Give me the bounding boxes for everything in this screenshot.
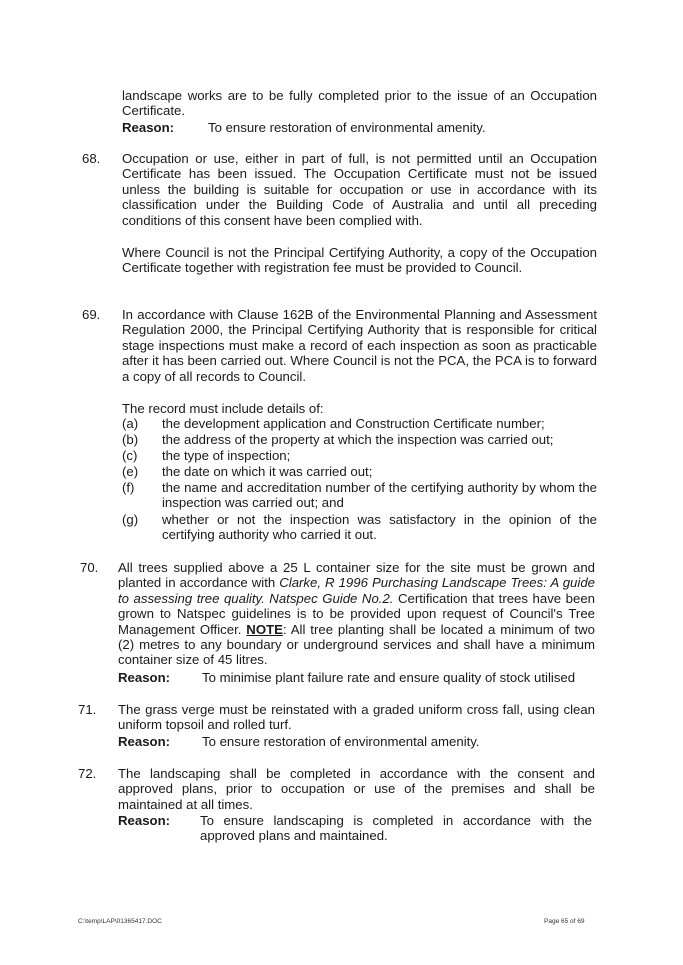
list-item-text: the development application and Construction Certificate number;	[162, 416, 545, 431]
reason-text: To ensure restoration of environmental amenity.	[208, 120, 486, 135]
reason-text: To ensure restoration of environmental amenity.	[202, 734, 480, 749]
reason-label: Reason:	[118, 670, 171, 685]
list-item	[122, 464, 597, 480]
list-item-label: (f)	[122, 480, 135, 495]
intro-paragraph: landscape works are to be fully completed prior to the issue of an Occupation Certificate.	[122, 88, 597, 119]
condition-number-69: 69.	[82, 307, 101, 322]
condition-number-70: 70.	[80, 560, 99, 575]
condition-71-paragraph: The grass verge must be reinstated with a graded uniform cross fall, using clean uniform topsoil and rolled turf.	[118, 702, 595, 733]
footer-file-path: C:\temp\LAP\01365417.DOC	[78, 918, 162, 925]
intro-reason	[122, 120, 486, 135]
list-item-text: the address of the property at which the inspection was carried out;	[162, 432, 554, 447]
note-label: NOTE	[246, 621, 283, 637]
condition-number-68: 68.	[82, 151, 101, 166]
list-item-text: the name and accreditation number of the certifying authority by whom the inspection was carried out; and	[162, 480, 597, 511]
condition-68-paragraph-1: Occupation or use, either in part of full, is not permitted until an Occupation Certificate has been issued. The Occupation Certificate must not be issued unless the building is suitable for occupation or use in accordance with its classification under the Building Code of Australia and until all preceding conditions of this consent have been complied with.	[122, 151, 597, 228]
reason-label: Reason:	[122, 120, 175, 135]
list-item	[122, 432, 597, 448]
reason-text: To minimise plant failure rate and ensure quality of stock utilised	[202, 670, 576, 685]
reason-text: To ensure landscaping is completed in accordance with the approved plans and maintained.	[200, 813, 592, 844]
condition-68-paragraph-2: Where Council is not the Principal Certifying Authority, a copy of the Occupation Certificate together with registration fee must be provided to Council.	[122, 245, 597, 276]
condition-70-reason	[118, 670, 575, 685]
condition-71-reason	[118, 734, 480, 749]
list-item-text: the date on which it was carried out;	[162, 464, 373, 479]
condition-72-paragraph: The landscaping shall be completed in accordance with the consent and approved plans, prior to occupation or use of the premises and shall be maintained at all times.	[118, 766, 595, 812]
condition-69-paragraph-1: In accordance with Clause 162B of the Environmental Planning and Assessment Regulation 2000, the Principal Certifying Authority that is responsible for critical stage inspections must make a record of each inspection as soon as practicable after it has been carried out. Where Council is not the PCA, the PCA is to forward a copy of all records to Council.	[122, 307, 597, 384]
list-item-label: (g)	[122, 512, 139, 527]
tree-supply-text: All trees supplied above a 25 L container size for the site must be grown and planted in accordance with	[118, 560, 595, 591]
list-item-text: the type of inspection;	[162, 448, 291, 463]
list-item-label: (e)	[122, 464, 139, 479]
list-item-text: whether or not the inspection was satisfactory in the opinion of the certifying authority who carried it out.	[162, 512, 597, 543]
footer-page-number: Page 65 of 69	[544, 918, 585, 925]
condition-number-72: 72.	[78, 766, 97, 781]
condition-69-list-intro: The record must include details of:	[122, 401, 324, 416]
standard-reference: Clarke, R 1996 Purchasing Landscape Trees: A guide to assessing tree quality. Natspec Guide No.2.	[118, 575, 595, 606]
list-item	[122, 512, 597, 544]
condition-72-reason	[118, 813, 595, 844]
note-text: : All tree planting shall be located a minimum of two (2) metres to any boundary or underground services and shall have a minimum container size of 45 litres.	[118, 621, 595, 668]
condition-70-paragraph	[118, 560, 595, 668]
list-item-label: (a)	[122, 416, 139, 431]
reason-label: Reason:	[118, 813, 171, 828]
list-item	[122, 416, 597, 432]
list-item	[122, 480, 597, 512]
reason-label: Reason:	[118, 734, 171, 749]
condition-number-71: 71.	[78, 702, 97, 717]
inspection-record-list	[122, 416, 597, 546]
list-item	[122, 448, 597, 464]
list-item-label: (c)	[122, 448, 138, 463]
certification-text: Certification that trees have been grown to Natspec guidelines is to be provided upon request of Council's Tree Management Officer.	[118, 590, 595, 637]
list-item-label: (b)	[122, 432, 139, 447]
